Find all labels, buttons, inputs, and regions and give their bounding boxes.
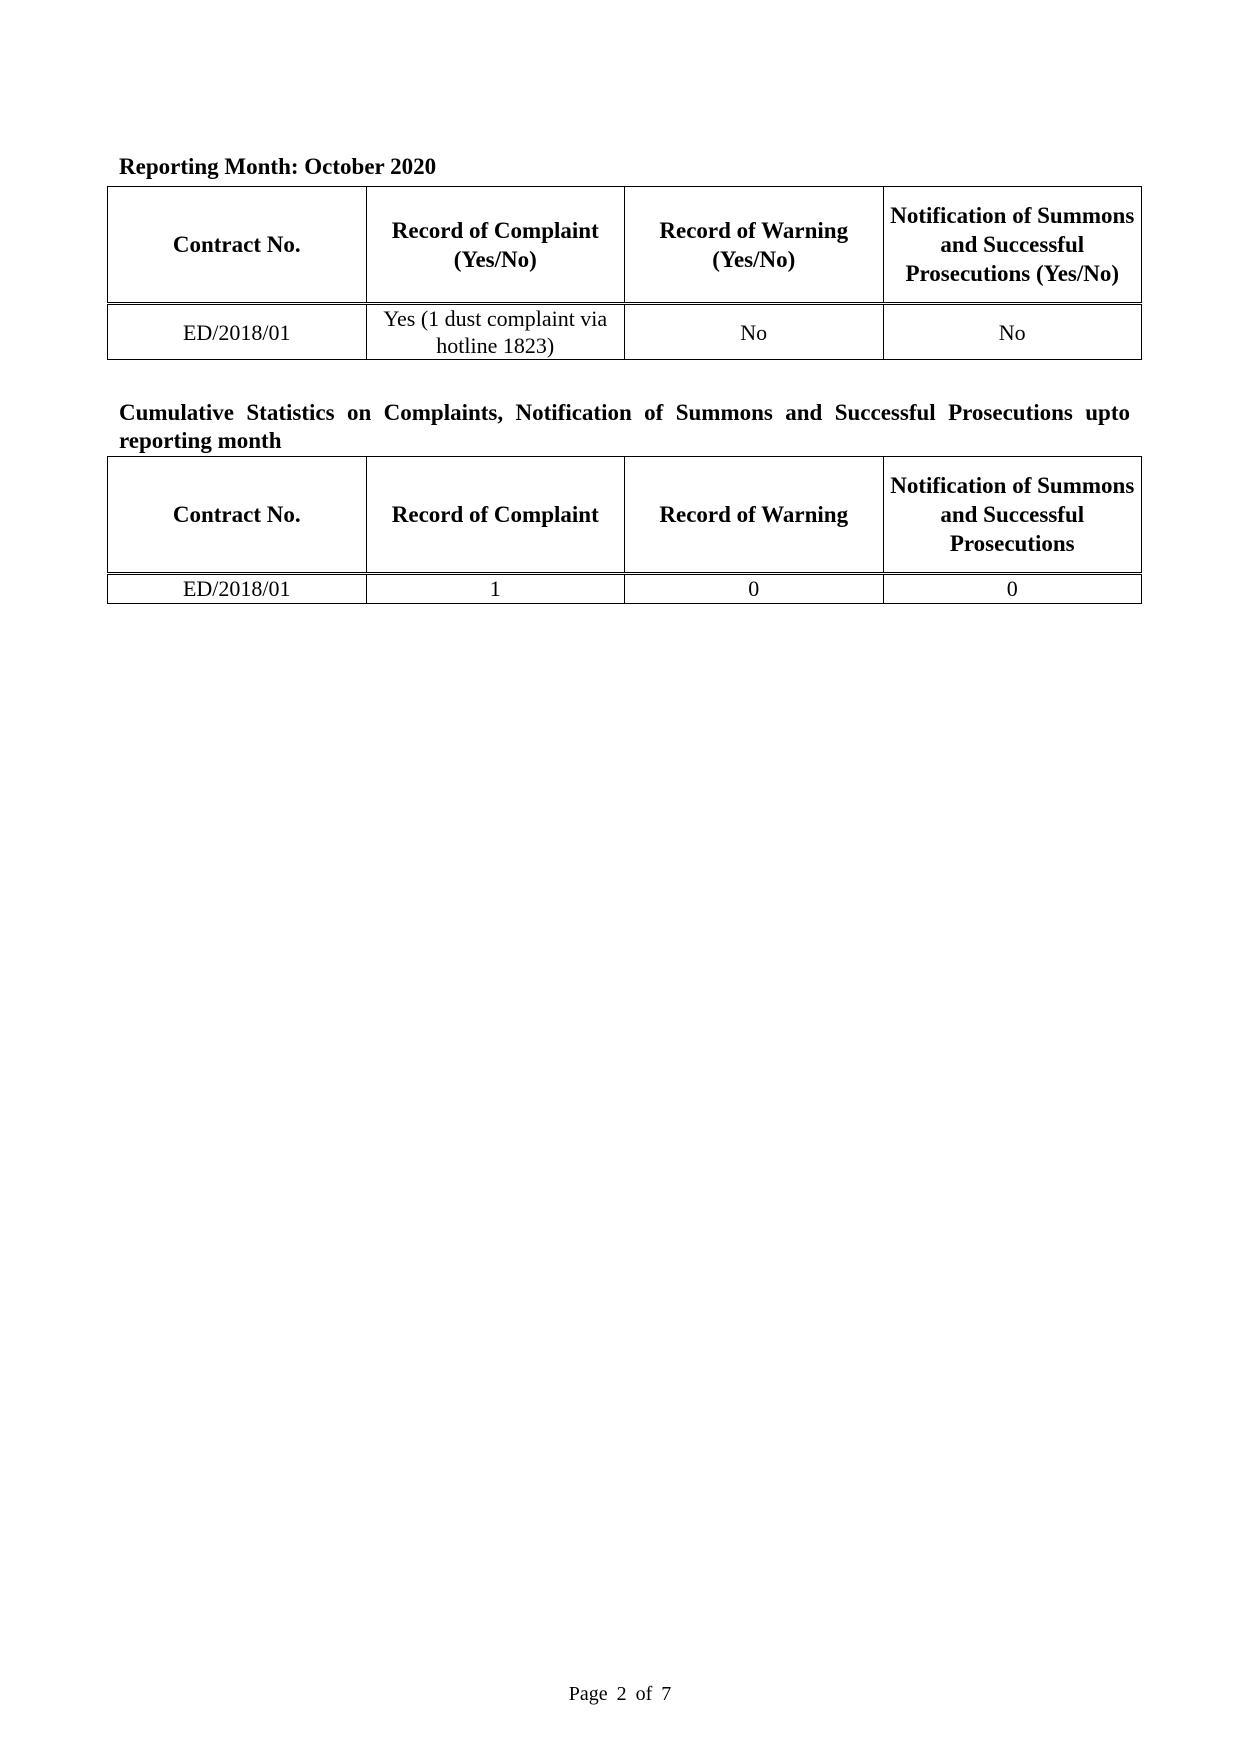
header-record-of-complaint: Record of Complaint (366, 457, 625, 574)
cumulative-statistics-table (107, 456, 1142, 604)
monthly-report-table (107, 186, 1142, 360)
header-record-of-warning: Record of Warning (Yes/No) (625, 187, 884, 304)
cumulative-statistics-title: Cumulative Statistics on Complaints, Notification of Summons and Successful Prosecutions upto reporting month (119, 400, 1130, 453)
table-header-row (108, 187, 1142, 304)
cell-summons-prosecutions: No (883, 304, 1142, 360)
table-row (108, 304, 1142, 360)
page-number: Page 2 of 7 (568, 1683, 672, 1705)
cell-record-of-complaint: 1 (366, 574, 625, 604)
header-record-of-warning: Record of Warning (625, 457, 884, 574)
cell-summons-prosecutions: 0 (883, 574, 1142, 604)
header-record-of-complaint: Record of Complaint (Yes/No) (366, 187, 625, 304)
cell-record-of-complaint: Yes (1 dust complaint via hotline 1823) (366, 304, 625, 360)
header-contract-no: Contract No. (108, 457, 367, 574)
reporting-month-title: Reporting Month: October 2020 (119, 154, 437, 179)
header-contract-no: Contract No. (108, 187, 367, 304)
header-summons-prosecutions: Notification of Summons and Successful Prosecutions (Yes/No) (883, 187, 1142, 304)
table-header-row (108, 457, 1142, 574)
cell-contract-no: ED/2018/01 (108, 574, 367, 604)
table-row (108, 574, 1142, 604)
cell-record-of-warning: 0 (625, 574, 884, 604)
cell-record-of-warning: No (625, 304, 884, 360)
cell-contract-no: ED/2018/01 (108, 304, 367, 360)
header-summons-prosecutions: Notification of Summons and Successful Prosecutions (883, 457, 1142, 574)
